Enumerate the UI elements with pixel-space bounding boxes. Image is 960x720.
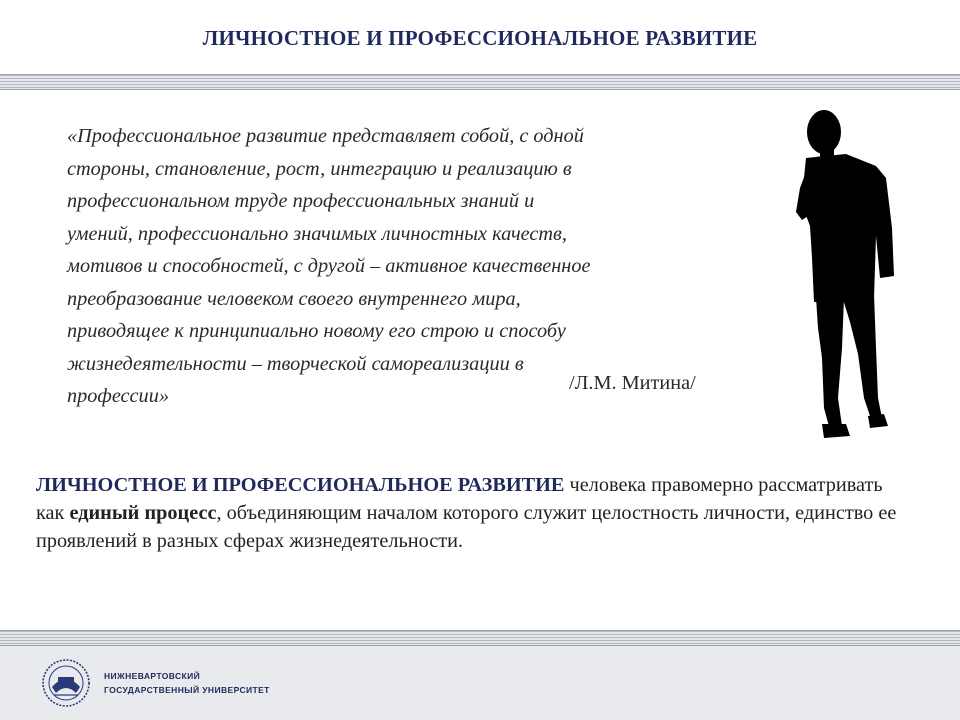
university-name-line: ГОСУДАРСТВЕННЫЙ УНИВЕРСИТЕТ bbox=[104, 685, 270, 695]
quote-line: преобразование человеком своего внутреннего мира, bbox=[67, 287, 521, 310]
university-emblem-icon bbox=[40, 657, 92, 709]
definition-paragraph bbox=[36, 471, 916, 555]
quote-line: стороны, становление, рост, интеграцию и реализацию в bbox=[67, 157, 572, 180]
university-name bbox=[104, 669, 270, 697]
quote-line: жизнедеятельности – творческой самореализации в bbox=[67, 352, 524, 375]
quote-line: профессиональном труде профессиональных знаний и bbox=[67, 190, 535, 212]
quote-line: профессии» bbox=[67, 385, 169, 407]
quote-line: умений, профессионально значимых личностных качеств, bbox=[67, 222, 567, 245]
quote-line: приводящее к принципиально новому его строю и способу bbox=[67, 320, 566, 342]
definition-text: человека правомерно рассматривать как bbox=[36, 474, 883, 524]
definition-emphasis: единый процесс bbox=[69, 502, 217, 524]
quote-line: мотивов и способностей, с другой – активное качественное bbox=[67, 255, 591, 277]
definition-text: , объединяющим началом которого служит целостность личности, единство ее проявлений в разных сферах жизнедеятельности. bbox=[36, 502, 897, 552]
bottom-divider bbox=[0, 630, 960, 646]
slide-title: ЛИЧНОСТНОЕ И ПРОФЕССИОНАЛЬНОЕ РАЗВИТИЕ bbox=[202, 25, 758, 50]
definition-term: ЛИЧНОСТНОЕ И ПРОФЕССИОНАЛЬНОЕ РАЗВИТИЕ bbox=[36, 474, 565, 496]
quote-author: /Л.М. Митина/ bbox=[569, 372, 696, 394]
footer bbox=[0, 646, 960, 720]
content-area bbox=[0, 90, 960, 630]
top-divider bbox=[0, 74, 960, 90]
quote-line: «Профессиональное развитие представляет собой, с одной bbox=[67, 125, 584, 147]
university-name-line: НИЖНЕВАРТОВСКИЙ bbox=[104, 671, 201, 681]
thinking-man-silhouette-icon bbox=[784, 108, 904, 448]
quote-text bbox=[67, 120, 782, 413]
title-bar bbox=[0, 0, 960, 74]
